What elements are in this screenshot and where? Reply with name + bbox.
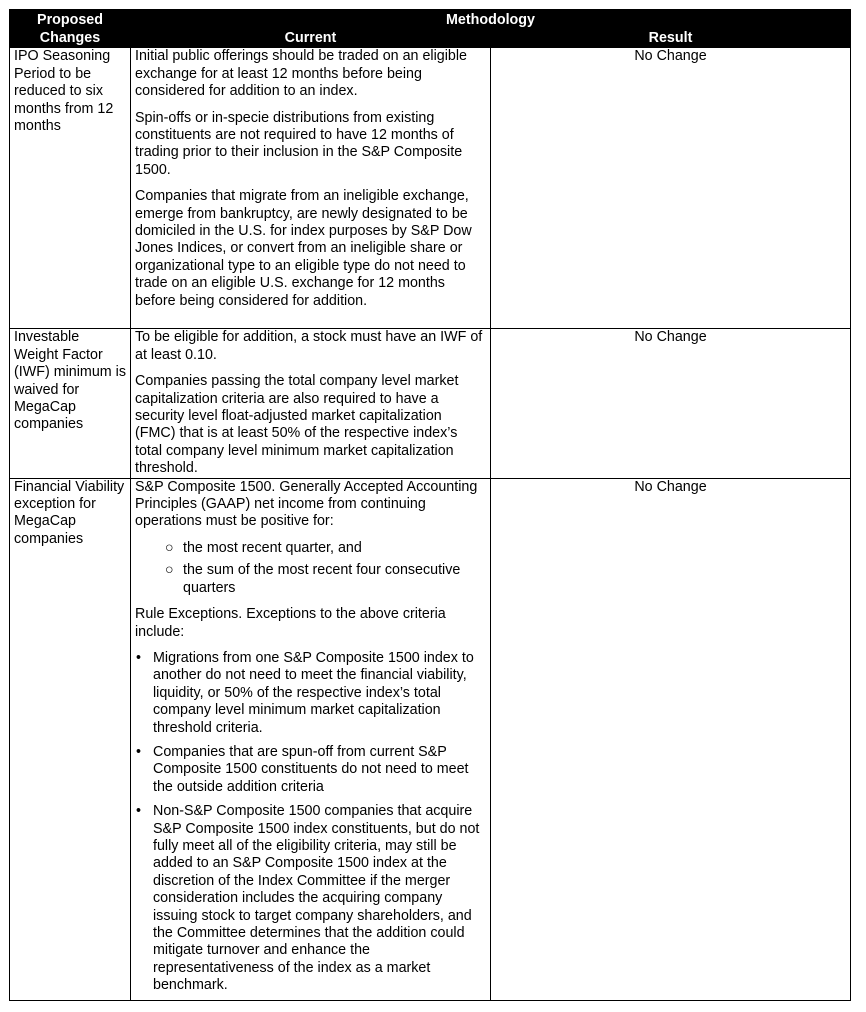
paragraph: S&P Composite 1500. Generally Accepted Accounting Principles (GAAP) net income from continuing operations must be positive for: xyxy=(135,478,478,530)
list-item: ○ the most recent quarter, and xyxy=(165,539,362,556)
list-item: • Non-S&P Composite 1500 companies that acquire S&P Composite 1500 index constituents, but do not fully meet all of the eligibility criteria, may still be added to an S&P Composite 1500 index at the discretion of the Index Committee if the merger consideration includes the acquiring company issuing stock to target company shareholders, and the Committee determines that the addition could mitigate turnover and enhance the representativeness of the index as a market benchmark. xyxy=(136,803,480,994)
header-current: Current xyxy=(131,30,491,48)
proposed-change-cell: Investable Weight Factor (IWF) minimum is waived for MegaCap companies xyxy=(10,329,131,478)
paragraph: Rule Exceptions. Exceptions to the above criteria include: xyxy=(135,606,446,640)
header-proposed-changes: Proposed Changes xyxy=(10,10,131,48)
paragraph: Initial public offerings should be traded on an eligible exchange for at least 12 months before being considered for addition to an index. xyxy=(135,48,467,100)
proposed-change-cell: Financial Viability exception for MegaCap companies xyxy=(10,478,131,1000)
circle-bullet-icon: ○ xyxy=(165,539,174,556)
list-item: • Companies that are spun-off from current S&P Composite 1500 constituents do not need to meet the outside addition criteria xyxy=(136,743,469,795)
header-subrow xyxy=(10,30,851,48)
table-row xyxy=(10,329,851,478)
paragraph: Companies passing the total company level market capitalization criteria are also required to have a security level float-adjusted market capitalization (FMC) that is at least 50% of the respective index’s total company level minimum market capitalization threshold. xyxy=(135,373,459,477)
paragraph: To be eligible for addition, a stock must have an IWF of at least 0.10. xyxy=(135,329,483,363)
proposed-change-cell: IPO Seasoning Period to be reduced to six months from 12 months xyxy=(10,48,131,329)
result-cell: No Change xyxy=(491,329,851,478)
list-item: ○ the sum of the most recent four consecutive quarters xyxy=(165,562,461,596)
list-item: • Migrations from one S&P Composite 1500 index to another do not need to meet the financial viability, liquidity, or 50% of the respective index’s total company level minimum market capitalization threshold criteria. xyxy=(136,649,474,736)
exceptions-list xyxy=(135,650,486,995)
circle-bullet-icon: ○ xyxy=(165,562,174,579)
result-cell: No Change xyxy=(491,48,851,329)
dot-bullet-icon: • xyxy=(136,803,142,820)
header-result: Result xyxy=(491,30,851,48)
current-methodology-cell xyxy=(131,48,491,329)
table-row xyxy=(10,48,851,329)
paragraph: Spin-offs or in-specie distributions from existing constituents are not required to have 12 months of trading prior to their inclusion in the S&P Composite 1500. xyxy=(135,109,463,178)
methodology-table xyxy=(9,9,851,1001)
sub-bullet-list xyxy=(135,540,486,597)
table-row xyxy=(10,478,851,1000)
paragraph: Companies that migrate from an ineligible exchange, emerge from bankruptcy, are newly designated to be domiciled in the U.S. for index purposes by S&P Dow Jones Indices, or convert from an ineligible share or organizational type to an eligible type do not need to trade on an eligible U.S. exchange for 12 months before being considered for addition. xyxy=(135,188,472,309)
dot-bullet-icon: • xyxy=(136,743,142,760)
header-row xyxy=(10,10,851,30)
result-cell: No Change xyxy=(491,478,851,1000)
current-methodology-cell xyxy=(131,329,491,478)
current-methodology-cell xyxy=(131,478,491,1000)
header-methodology: Methodology xyxy=(131,10,851,30)
dot-bullet-icon: • xyxy=(136,649,142,666)
